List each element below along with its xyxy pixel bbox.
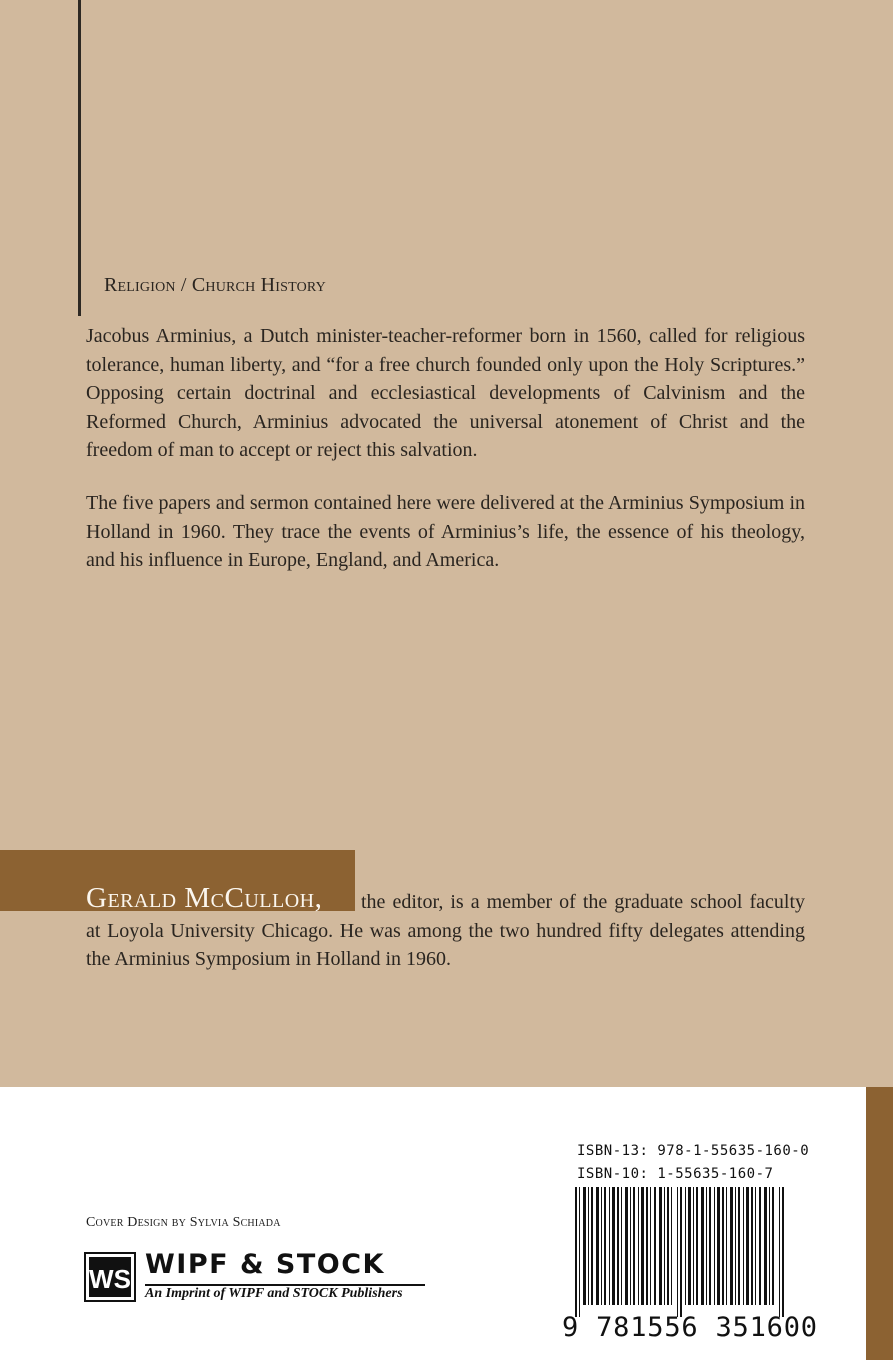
- publisher-logo-icon: [84, 1252, 136, 1302]
- spine-edge-strip: [866, 1087, 893, 1360]
- publisher-name: WIPF & STOCK: [145, 1249, 385, 1280]
- category-label: Religion / Church History: [104, 274, 326, 296]
- vertical-rule: [78, 0, 81, 316]
- barcode-digits: 9 781556 351600: [562, 1312, 818, 1343]
- cover-design-credit: Cover Design by Sylvia Schiada: [86, 1215, 281, 1230]
- description-paragraph-2: The five papers and sermon contained here were delivered at the Arminius Symposium in Holland in 1960. They trace the events of Arminius’s life, the essence of his theology, and his influence in Europe, England, and America.: [86, 492, 805, 571]
- isbn-10: ISBN-10: 1-55635-160-7: [577, 1166, 774, 1182]
- isbn-13: ISBN-13: 978-1-55635-160-0: [577, 1143, 810, 1159]
- author-name: Gerald McCulloh,: [86, 882, 323, 914]
- publisher-tagline: An Imprint of WIPF and STOCK Publishers: [145, 1286, 403, 1301]
- barcode: [575, 1187, 787, 1317]
- author-bio: the editor, is a member of the graduate school faculty at Loyola University Chicago. He was among the two hundred fifty delegates attending the Arminius Symposium in Holland in 1960.: [86, 891, 805, 970]
- description-paragraph-1: Jacobus Arminius, a Dutch minister-teacher-reformer born in 1560, called for religious tolerance, human liberty, and “for a free church founded only upon the Holy Scriptures.” Opposing certain doctrinal and ecclesiastical developments of Calvinism and the Reformed Church, Arminius advocated the universal atonement of Christ and the freedom of man to accept or reject this salvation.: [86, 325, 805, 461]
- publisher-logo-text: WS: [89, 1264, 131, 1294]
